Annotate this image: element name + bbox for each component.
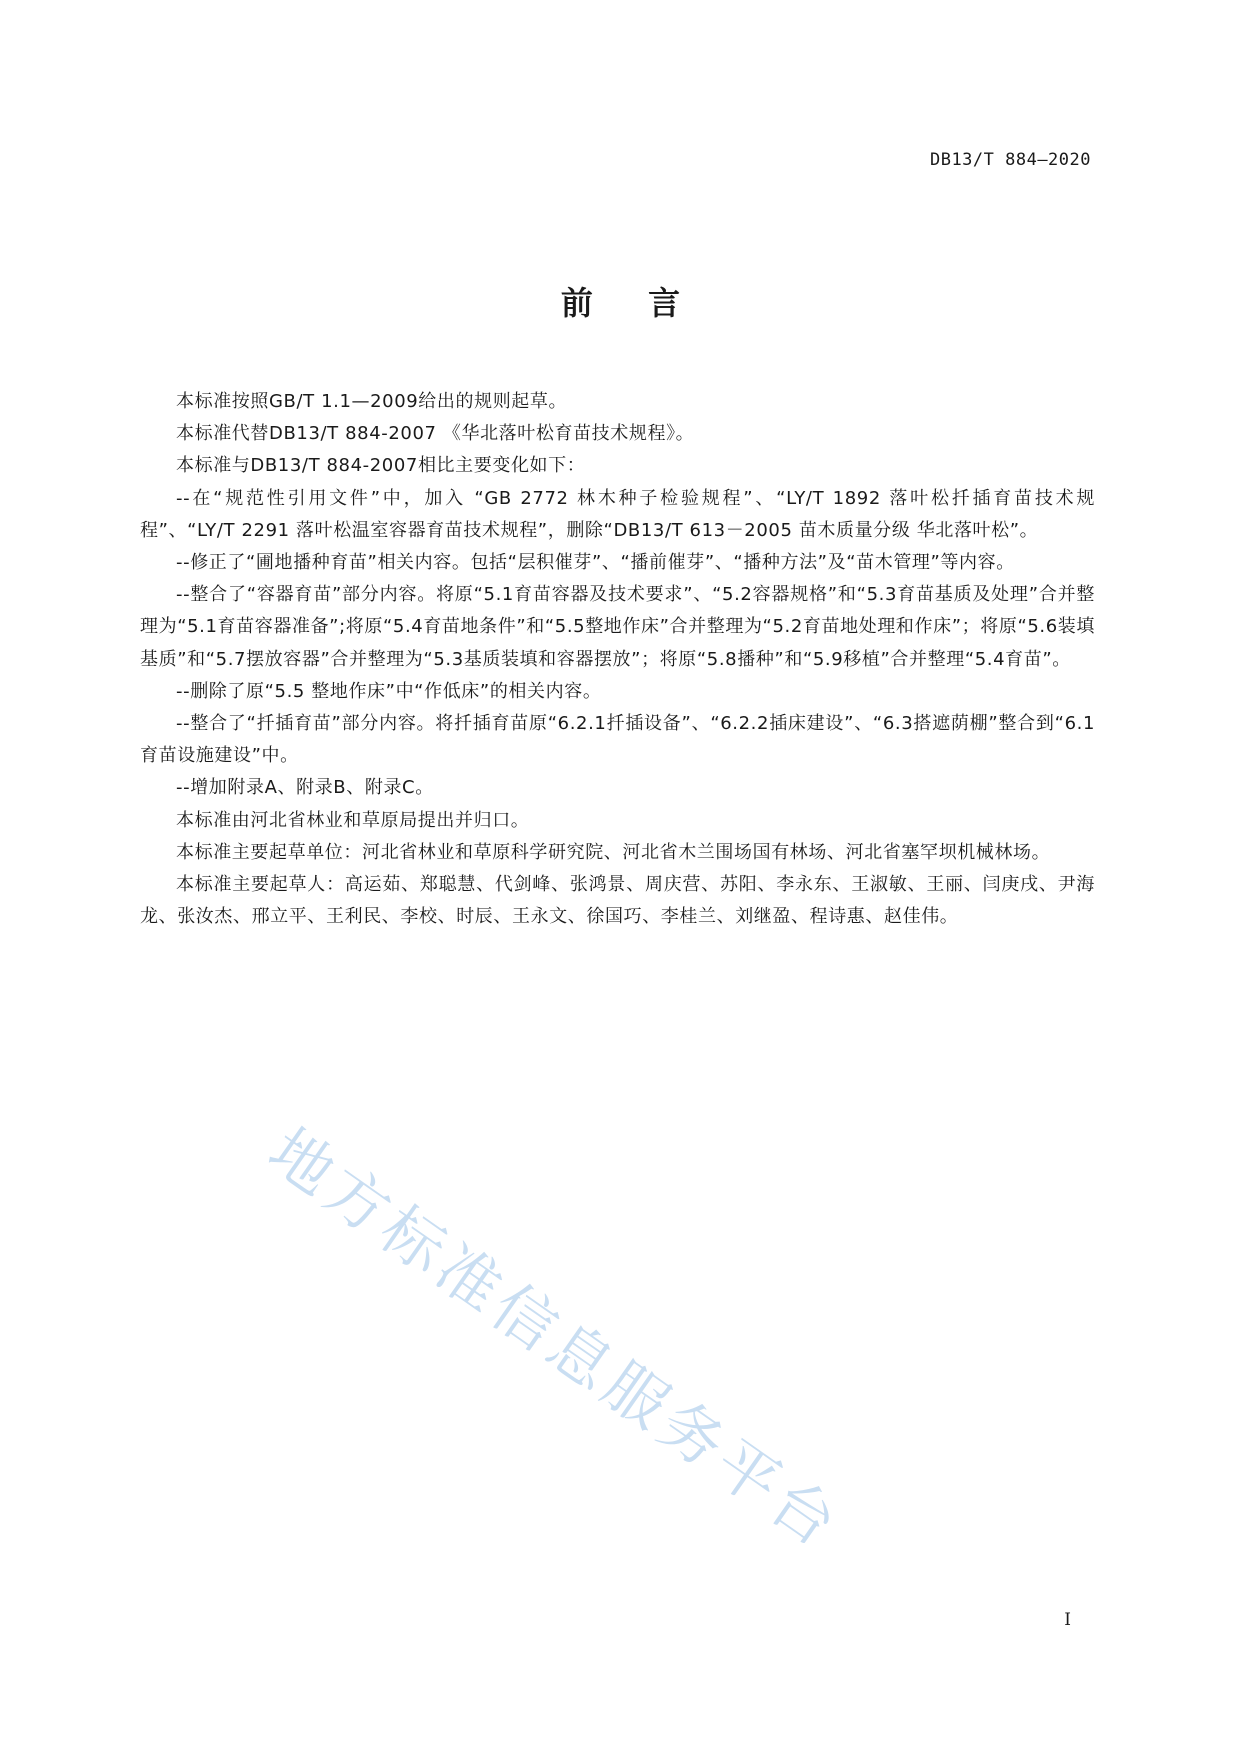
paragraph: --整合了“扦插育苗”部分内容。将扦插育苗原“6.2.1扦插设备”、“6.2.2插床建设”、“6.3搭遮荫棚”整合到“6.1育苗设施建设”中。	[140, 713, 1095, 767]
paragraph: --删除了原“5.5 整地作床”中“作低床”的相关内容。	[176, 680, 602, 702]
paragraph: 本标准主要起草单位：河北省林业和草原科学研究院、河北省木兰围场国有林场、河北省塞罕坝机械林场。	[176, 841, 1051, 863]
paragraph: 本标准与DB13/T 884-2007相比主要变化如下：	[176, 455, 586, 477]
page-title: 前 言	[560, 284, 703, 322]
paragraph: --整合了“容器育苗”部分内容。将原“5.1育苗容器及技术要求”、“5.2容器规格”和“5.3育苗基质及处理”合并整理为“5.1育苗容器准备”;将原“5.4育苗地条件”和“5.5整地作床”合并整理为“5.2育苗地处理和作床”；将原“5.6装填基质”和“5.7摆放容器”合并整理为“5.3基质装填和容器摆放”；将原“5.8播种”和“5.9移植”合并整理“5.4育苗”。	[140, 584, 1095, 670]
document-number: DB13/T 884—2020	[929, 150, 1091, 170]
paragraph: --在“规范性引用文件”中，加入 “GB 2772 林木种子检验规程”、“LY/T 1892 落叶松扦插育苗技术规程”、“LY/T 2291 落叶松温室容器育苗技术规程”，删除“DB13/T 613－2005 苗木质量分级 华北落叶松”。	[140, 487, 1095, 541]
paragraph: 本标准按照GB/T 1.1—2009给出的规则起草。	[176, 391, 568, 412]
watermark: 地方标准信息服务平台	[255, 1113, 855, 1564]
paragraph: --修正了“圃地播种育苗”相关内容。包括“层积催芽”、“播前催芽”、“播种方法”及“苗木管理”等内容。	[176, 552, 1015, 574]
paragraph: 本标准主要起草人：高运茹、郑聪慧、代剑峰、张鸿景、周庆营、苏阳、李永东、王淑敏、王丽、闫庚戌、尹海龙、张汝杰、邢立平、王利民、李校、时辰、王永文、徐国巧、李桂兰、刘继盈、程诗惠、赵佳伟。	[140, 874, 1095, 928]
paragraph: 本标准由河北省林业和草原局提出并归口。	[176, 809, 530, 831]
document-body	[140, 386, 1095, 933]
paragraph: --增加附录A、附录B、附录C。	[176, 777, 434, 799]
paragraph: 本标准代替DB13/T 884-2007 《华北落叶松育苗技术规程》。	[176, 423, 695, 445]
page-number: I	[1064, 1610, 1071, 1630]
